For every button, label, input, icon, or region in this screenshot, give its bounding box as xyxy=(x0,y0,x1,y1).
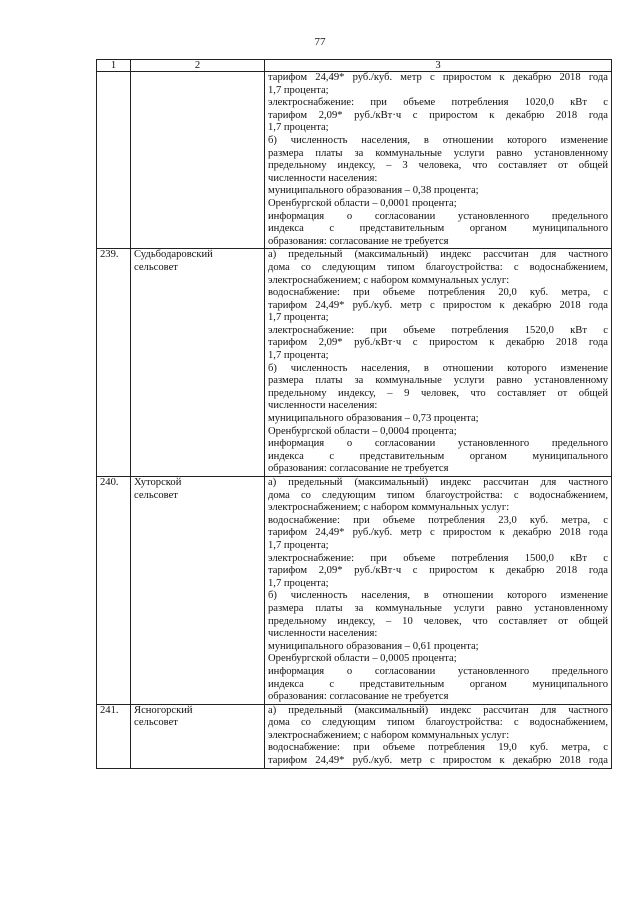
municipality-name-line: Хуторской xyxy=(134,477,182,488)
description-line: образования: согласование не требуется xyxy=(268,463,449,475)
description-line: б) численность населения, в отношении которого изменение xyxy=(268,134,608,146)
description-line: 1,7 процента; xyxy=(268,350,329,362)
municipality-name xyxy=(131,477,265,705)
description-line: тарифом 2,09* руб./кВт·ч с приростом к декабрю 2018 года xyxy=(268,109,608,121)
table-row xyxy=(97,72,612,249)
description-line: размера платы за коммунальные услуги равно установленному xyxy=(268,147,608,159)
description-line: тарифом 2,09* руб./кВт·ч с приростом к декабрю 2018 года xyxy=(268,337,608,349)
index-description xyxy=(265,704,612,768)
description-line: предельному индексу, – 9 человек, что составляет от общей xyxy=(268,387,608,399)
municipality-name xyxy=(131,249,265,477)
description-line: а) предельный (максимальный) индекс рассчитан для частного xyxy=(268,704,608,716)
row-number: 241. xyxy=(97,704,131,768)
column-header: 2 xyxy=(131,60,265,72)
description-line: размера платы за коммунальные услуги равно установленному xyxy=(268,602,608,614)
description-line: б) численность населения, в отношении которого изменение xyxy=(268,590,608,602)
description-line: а) предельный (максимальный) индекс рассчитан для частного xyxy=(268,249,608,261)
description-line: дома со следующим типом благоустройства: с водоснабжением, xyxy=(268,717,608,729)
description-line: информация о согласовании установленного предельного xyxy=(268,210,608,222)
description-line: численности населения: xyxy=(268,628,378,640)
municipality-name xyxy=(131,704,265,768)
table-body xyxy=(97,72,612,769)
index-description xyxy=(265,249,612,477)
description-line: водоснабжение: при объеме потребления 19,0 куб. метра, с xyxy=(268,742,608,754)
description-line: образования: согласование не требуется xyxy=(268,235,449,247)
table-header-row xyxy=(97,60,612,72)
description-line: образования: согласование не требуется xyxy=(268,691,449,703)
description-line: тарифом 2,09* руб./кВт·ч с приростом к декабрю 2018 года xyxy=(268,565,608,577)
description-line: 1,7 процента; xyxy=(268,577,329,589)
municipality-name-line: сельсовет xyxy=(134,717,178,729)
description-line: дома со следующим типом благоустройства: с водоснабжением, xyxy=(268,489,608,501)
municipality-name-line: сельсовет xyxy=(134,489,178,501)
description-line: водоснабжение: при объеме потребления 20,0 куб. метра, с xyxy=(268,287,608,299)
description-line: численности населения: xyxy=(268,172,378,184)
column-header: 3 xyxy=(265,60,612,72)
page-number: 77 xyxy=(314,36,326,48)
municipality-name xyxy=(131,72,265,249)
description-line: тарифом 24,49* руб./куб. метр с приростом к декабрю 2018 года xyxy=(268,527,608,539)
description-line: электроснабжением; с набором коммунальных услуг: xyxy=(268,729,510,741)
description-line: предельному индексу, – 3 человека, что составляет от общей xyxy=(268,160,608,172)
table-row xyxy=(97,704,612,768)
description-line: информация о согласовании установленного предельного xyxy=(268,665,608,677)
index-description xyxy=(265,477,612,705)
description-line: 1,7 процента; xyxy=(268,84,329,96)
description-line: размера платы за коммунальные услуги равно установленному xyxy=(268,375,608,387)
description-line: индекса с представительным органом муниципального xyxy=(268,223,608,235)
description-line: Оренбургской области – 0,0004 процента; xyxy=(268,425,457,437)
description-line: тарифом 24,49* руб./куб. метр с приростом к декабрю 2018 года xyxy=(268,299,608,311)
description-line: 1,7 процента; xyxy=(268,312,329,324)
municipality-name-line: Ясногорский xyxy=(134,704,193,716)
description-line: тарифом 24,49* руб./куб. метр с приростом к декабрю 2018 года xyxy=(268,755,608,767)
description-line: дома со следующим типом благоустройства: с водоснабжением, xyxy=(268,261,608,273)
description-line: электроснабжением; с набором коммунальных услуг: xyxy=(268,274,510,286)
description-line: информация о согласовании установленного предельного xyxy=(268,438,608,450)
description-line: индекса с представительным органом муниципального xyxy=(268,450,608,462)
description-line: электроснабжением; с набором коммунальных услуг: xyxy=(268,502,510,514)
description-line: муниципального образования – 0,38 процента; xyxy=(268,185,479,197)
tariff-index-table xyxy=(96,59,612,769)
description-line: численности населения: xyxy=(268,400,378,412)
municipality-name-line: сельсовет xyxy=(134,261,178,273)
row-number xyxy=(97,72,131,249)
description-line: электроснабжение: при объеме потребления 1520,0 кВт с xyxy=(268,324,608,336)
description-line: 1,7 процента; xyxy=(268,122,329,134)
table-row xyxy=(97,477,612,705)
row-number: 239. xyxy=(97,249,131,477)
description-line: а) предельный (максимальный) индекс рассчитан для частного xyxy=(268,477,608,488)
description-line: электроснабжение: при объеме потребления 1020,0 кВт с xyxy=(268,97,608,109)
description-line: электроснабжение: при объеме потребления 1500,0 кВт с xyxy=(268,552,608,564)
municipality-name-line: Судьбодаровский xyxy=(134,249,213,261)
description-line: б) численность населения, в отношении которого изменение xyxy=(268,362,608,374)
description-line: тарифом 24,49* руб./куб. метр с приростом к декабрю 2018 года xyxy=(268,72,608,83)
description-line: муниципального образования – 0,73 процента; xyxy=(268,413,479,425)
index-description xyxy=(265,72,612,249)
description-line: Оренбургской области – 0,0001 процента; xyxy=(268,197,457,209)
description-line: муниципального образования – 0,61 процента; xyxy=(268,640,479,652)
description-line: предельному индексу, – 10 человек, что составляет от общей xyxy=(268,615,608,627)
description-line: 1,7 процента; xyxy=(268,539,329,551)
description-line: Оренбургской области – 0,0005 процента; xyxy=(268,653,457,665)
table-row xyxy=(97,249,612,477)
description-line: водоснабжение: при объеме потребления 23,0 куб. метра, с xyxy=(268,514,608,526)
description-line: индекса с представительным органом муниципального xyxy=(268,678,608,690)
column-header: 1 xyxy=(97,60,131,72)
row-number: 240. xyxy=(97,477,131,705)
